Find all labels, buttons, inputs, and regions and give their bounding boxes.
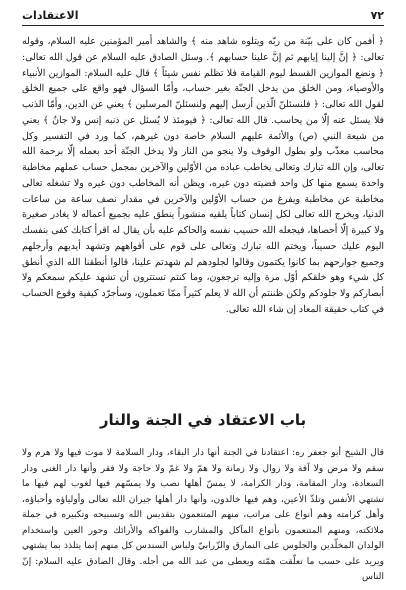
running-header (22, 7, 384, 23)
page-number: ٧٢ (370, 8, 384, 22)
section-heading: باب الاعتقاد في الجنة والنار (99, 411, 307, 429)
running-title: الاعتقادات (22, 8, 79, 22)
header-rule (22, 25, 384, 26)
body-paragraph: ﴿ أفمن كان على بيّنة من ربّه ويتلوه شاهد منه ﴾ والشاهد أمير المؤمنين عليه السلام، وقوله تعالى: ﴿ إنَّ إلينا إيابهم ثم إنَّ علينا حسابهم ﴾. وسئل الصادق عليه السلام عن قول الله تعالى: ﴿ ونضع الموازين القسط ليوم القيامة فلا تظلم نفس شيئاً ﴾ قال عليه السلام: الموازين الأنبياء والأوصياء، ومن الخلق من يدخل الجنّة بغير حساب، وأمّا السؤال فهو واقع على جميع الخلق لقول الله تعالى: ﴿ فلنسئلنّ الّذين أرسل إليهم ولنسئلنّ المرسلين ﴾ يعني عن الدين، وأمّا الذنب فلا يسئل عنه إلّا من يحاسب. قال الله تعالى: ﴿ فيومئذ لا يُسئل عن ذنبه إنس ولا جانٌ ﴾ يعني من شيعة النبي (ص) والأئمة عليهم السلام خاصة دون غيرهم، كما ورد في التفسير وكل محاسب معذّب ولو بطول الوقوف ولا ينجو من النار ولا يدخل الجنّة أحد بعمله إلّا برحمة الله تعالى، وإن الله تبارك وتعالى يخاطب عباده من الأوّلين والآخرين بمجمل حساب عملهم مخاطبة واحدة يسمع منها كل واحد قضيته دون غيره، ويظن أنه المخاطب دون غيره ولا تشغله تعالى مخاطبة عن مخاطبة ويفرغ من حساب الأوّلين والآخرين في مقدار نصف ساعة من ساعات الدنيا، ويخرج الله تعالى لكل إنسان كتاباً يلقيه منشوراً ينطق عليه بجميع أعماله لا يغادر صغيرة ولا كبيرة إلّا أحصاها، فيجعله الله حسيب نفسه والحاكم عليه بأن يقال له اقرأ كتابك كفى بنفسك اليوم عليك حسيباً، ويختم الله تبارك وتعالى على قوم على أفواههم وتشهد أيديهم وأرجلهم وجميع جوارحهم بما كانوا يكتمون وقالوا لجلودهم لم شهدتم علينا، قالوا أنطقنا الله الذي أنطق كل شيء وهو خلقكم أوّل مرة وإليه ترجعون، وما كنتم تستترون أن تشهد عليكم سمعكم ولا أبصاركم ولا جلودكم ولكن ظننتم أن الله لا يعلم كثيراً ممّا تعملون، وسأجرّد كيفية وقوع الحساب في كتاب حقيقة المعاد إن شاء الله تعالى. (22, 36, 384, 315)
body-paragraph: قال الشيخ أبو جعفر ره: اعتقادنا في الجنة أنها دار البقاء، ودار السلامة لا موت فيها ولا هرم ولا سقم ولا مرض ولا آفة ولا زوال ولا زمانة ولا همّ ولا غمّ ولا حاجة ولا فقر وأنها دار الغنى ودار السعادة، ودار المقامة، ودار الكرامة، لا يمسّ أهلها نصب ولا يمسّهم فيها لغوب لهم فيها ما تشتهي الأنفس وتلذّ الأعين، وهم فيها خالدون، وأنها دار أهلها جيران الله تعالى وأولياؤه وأحباؤه، وأهل كرامته وهم أنواع على مراتب، منهم المتنعمون بتقديس الله وتسبيحه وتكبيره في جملة ملائكته، ومنهم المتنعمون بأنواع المآكل والمشارب والفواكه والأرائك وحور العين واستخدام الولدان المخلّدين والجلوس على النمارق والزّرابيّ ولباس السندس كل منهم إنما يتلذذ بما يشتهي ويريد على حسب ما تعلّقت همّته ويعطى من عبد الله من أجله. وقال الصادق عليه السلام: إنّ الناس (22, 448, 384, 582)
